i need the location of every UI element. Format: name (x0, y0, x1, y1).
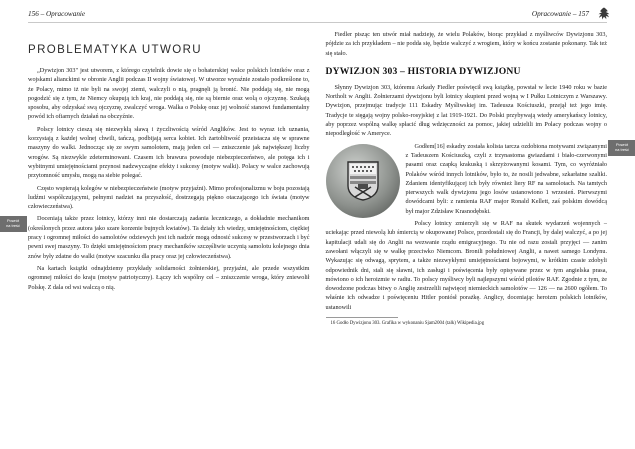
header-left: 156 – Opracowanie (28, 10, 86, 18)
paragraph-intro: Fiedler pisząc ten utwór miał nadzieję, że wielu Polaków, biorąc przykład z myśliwców Dywizjonu 303, pójdzie za ich przykładem – nie podda się, będzie walczyć z wrogiem, który w końcu zostanie pokonany. Tak też się stało. (325, 31, 607, 57)
right-column (325, 30, 629, 441)
eagle-emblem-icon (595, 6, 613, 24)
paragraph: „Dywizjon 303" jest utworem, z którego czytelnik dowie się o bohaterskiej walce polskich lotników oraz z wojskami alianckimi w obronie Anglii podczas II wojny światowej. W utworze wyraźnie zostało podkreślone to, że Polacy, mimo iż nie byli na swojej ziemi, walczyli o nią, pragnęli ją bronić. Nie poddają się, nie mogą pogodzić się z tym, że Niemcy okupują ich kraj, nie poddają się, nie są biernie oraz wolą o ojczyznę. Szukają sposobu, aby odzyskać swą ojczyznę, zwalczyć wroga. Walka o Polskę oraz jej wolność stanowi fundamentalny powód ich ofiarnych działań na obczyźnie. (28, 67, 310, 121)
footnote: 16 Godło Dywizjonu 303. Grafika w wykonaniu Sjam2004 (talk) Wikipedia.jpg (330, 321, 485, 327)
header-right: Opracowanie – 157 (531, 10, 589, 18)
paragraph: Polscy lotnicy zmierzyli się w RAF na skutek wydarzeń wojennych – uciekając przed niewolą lub śmiercią w okupowanej Polsce, przedostali się do Francji, by dalej walczyć, a po jej kapitulacji udali się do Anglii na wezwanie rządu emigracyjnego. Tu nie od razu zostali przyjęci — zanim zawołani włączyli się w walkę przeciwko Niemcom. Bronili południowej Anglii, a nawet samego Londynu. Wykazując się odwagą, sprytem, a także niezwykłymi umiejętnościami bojowymi, w krótkim czasie zdobyli odpowiednik dni, stali się sławni, ich zasługi i poświęcenia były opisywane przez w tym angielska prasa, mówiono o ich heroizmie w radiu. To polscy myśliwcy byli najlepszymi wśród pilotów RAF. Zgodnie z tym, że dowodzone podczas bitwy o Anglię zestrzelili najwięcej niemieckich samolotów — 126 — na 2600 ogółem. To właśnie ich odwadze i poświęceniu Hitler poniósł porażkę. Anglicy, doceniając heroizm polskich lotników, ustanowili (325, 220, 607, 311)
dywizjon-303-emblem-figure (326, 144, 400, 218)
section-title: DYWIZJON 303 – HISTORIA DYWIZJONU (325, 65, 521, 77)
paragraph: Na kartach książki odnajdziemy przykłady solidarności żołnierskiej, przyjaźni, ale przede wszystkim ogromnej miłości do kraju (motyw patriotyczny). Łączy ich wspólny cel – zniszczenie wroga, który zniewolił Polskę. Z dala od wsi walczą o nią. (28, 264, 310, 291)
running-heads (28, 10, 607, 26)
left-column (6, 30, 310, 441)
paragraph: Polscy lotnicy cieszą się niezwykłą sławą i życzliwością wśród Anglików. Jest to wyraz ich uznania, korzystają z każdej wolnej chwili, tańczą, podbijają serca kobiet. Ich żartobliwość przeistacza się w sprawne maszyny do walki. Jednocząc się ze swym samolotem, mają jeden cel — zniszczenie jak największej liczby wrogów. Są niezwykle zdeterminowani. Czasem ich brawura powoduje niebezpieczeństwo, ale potęga ich i wybitnymi umiejętnościami przynosi nadzwyczajne efekty i sukcesy (motyw walki). Polacy w walce zachowują przytomność umysłu, mogą na siebie polegać. (28, 125, 310, 180)
two-column-body (6, 30, 629, 441)
page-content (6, 10, 629, 441)
squadron-crest-icon (346, 160, 380, 202)
paragraph: Słynny Dywizjon 303, któremu Arkady Fiedler poświęcił swą książkę, powstał w lecie 1940 roku w bazie Northolt w Anglii. Żołnierzami dywizjonu byli lotnicy skupieni przed wojną w I Pułku Lotniczym z Warszawy. Dywizjon, przejmując tradycje 111 Eskadry Myśliwskiej im. Tadeusza Kościuszki, przejął też jego imię. Tradycje te sięgają wojny polsko-rosyjskiej z lat 1919-1921. Do Polski przybywają wtedy amerykańscy lotnicy, aby poprzez wspólną walkę spłacić dług wdzięczności za pomoc, jakiej udzielili im Polacy podczas wojny o niepodległość w Ameryce. (325, 83, 607, 138)
back-to-contents-tab-right[interactable]: Powrót na treść (608, 140, 635, 156)
back-to-contents-tab-left[interactable]: Powrót na treść (0, 216, 27, 232)
paragraph: Godłem[16] eskadry została kolista tarcza ozdobiona motywami związanymi z Tadeuszem Kościuszką, czyli z trzynastoma gwiazdami i biało-czerwonymi pasami oraz czapką krakuską i skrzyżowanymi kosami. Tym, co wyróżniało Polaków wśród innych lotników, było to, że nosili jedwabne, szkarłatne szaliki. Zdaniem identyfikującej ich były również liery RF na samolotach. Na tamtych pierwszych walk dywizjonu jego losów ustanowiono 1 wrzesień. Pierwszymi dowódcami byli: z ramienia RAF major Ronald Kellett, zaś polskim dowódcą był major Zdzisław Krasnodębski. (405, 142, 607, 215)
paragraph: Często wspierają kolegów w niebezpieczeństwie (motyw przyjaźni). Mimo profesjonalizmu w boju pozostają ludźmi współczującymi, pełnymi nadziei na przyszłość, dostrzegają piękno otaczającego ich świata (motyw człowieczeństwa). (28, 184, 310, 211)
header-rule (28, 22, 607, 23)
footnote-separator (326, 317, 398, 318)
page-title: PROBLEMATYKA UTWORU (28, 44, 202, 56)
paragraph: Doceniają także przez lotnicy, którzy inni nie dostarczają zadania leczniczego, a dokładnie mechanikom (określonych przez autora jako szare korzenie bujnych kwiatów). Ta działy ich wiedzy, umiejętnościom, ciężkiej pracy i ogromnej miłości do samolotów odziewych jest ich nadzór mogą odnosić sukcesy w przestworzach i być pewni swej maszyny. To dzięki umiejętnościom pracy mechaników szczęśliwie uczynią samolotu kolejnego dnia znów były zdatne do walki (motyw szacunku dla pracy oraz jej człowieczeństwa). (28, 215, 310, 260)
